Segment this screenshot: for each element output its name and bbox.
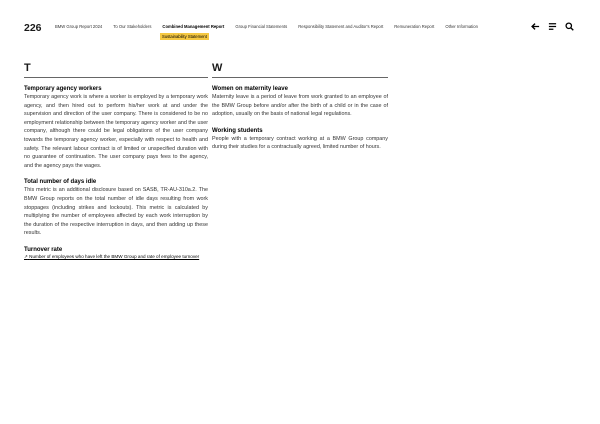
nav-item-remuneration-report[interactable]: Remuneration Report xyxy=(394,24,435,29)
glossary-column-w xyxy=(212,62,388,160)
menu-icon[interactable] xyxy=(548,22,557,31)
section-letter-t: T xyxy=(24,62,208,78)
page-number: 226 xyxy=(24,22,42,34)
sub-nav-sustainability[interactable]: Sustainability Statement xyxy=(162,34,207,39)
top-navigation xyxy=(55,24,489,29)
nav-item-financial-statements[interactable]: Group Financial Statements xyxy=(235,24,288,29)
term-heading-maternity-leave: Women on maternity leave xyxy=(212,86,288,92)
link-arrow-icon: ↗ xyxy=(24,253,28,259)
nav-item-stakeholders[interactable]: To Our Stakeholders xyxy=(113,24,152,29)
back-arrow-icon[interactable] xyxy=(531,22,540,31)
term-definition-temporary-agency-workers: Temporary agency work is where a worker is employed by a temporary work agency, and then hired out to perform his/her work at and under the supervision and direction of the user company. There is considered to be no employment relationship between the temporary agency worker and the user company, although there could be legal obligations of the user company towards the temporary agency worker, especially with respect to health and safety. The relevant labour contract is of limited or unspecified duration with no guarantee of continuation. The user company pays fees to the agency, and the agency pays the wages. xyxy=(24,94,208,169)
term-heading-working-students: Working students xyxy=(212,127,263,134)
nav-item-management-report[interactable]: Combined Management Report xyxy=(162,24,225,29)
header-icons xyxy=(531,22,574,31)
term-definition-working-students: People with a temporary contract working at a BMW Group company during their studies for a contractually agreed, limited number of hours. xyxy=(212,135,388,151)
term-definition-maternity-leave: Maternity leave is a period of leave from work granted to an employee of the BMW Group before and/or after the birth of a child or in the case of adoption, usually on the basis of national legal regulations. xyxy=(212,94,388,118)
glossary-column-t xyxy=(24,62,208,260)
nav-item-other-information[interactable]: Other Information xyxy=(445,24,478,29)
term-heading-temporary-agency-workers: Temporary agency workers xyxy=(24,86,102,92)
term-heading-days-idle: Total number of days idle xyxy=(24,179,97,186)
nav-item-responsibility-statement[interactable]: Responsibility Statement and Auditor's Report xyxy=(298,24,384,29)
term-heading-turnover-rate: Turnover rate xyxy=(24,246,63,253)
nav-item-report[interactable]: BMW Group Report 2024 xyxy=(55,24,103,29)
search-icon[interactable] xyxy=(565,22,574,31)
turnover-rate-link-text[interactable]: Number of employees who have left the BMW Group and rate of employee turnover xyxy=(29,253,200,259)
term-definition-days-idle: This metric is an additional disclosure based on SASB, TR-AU-310a.2. The BMW Group reports on the total number of idle days resulting from work stoppages (including strikes and lockouts). This metric is calculated by multiplying the number of employees affected by each work interruption by the duration of the respective interruption in days, and then adding up these results. xyxy=(24,187,208,237)
section-letter-w: W xyxy=(212,62,388,78)
turnover-rate-link[interactable] xyxy=(24,254,208,260)
